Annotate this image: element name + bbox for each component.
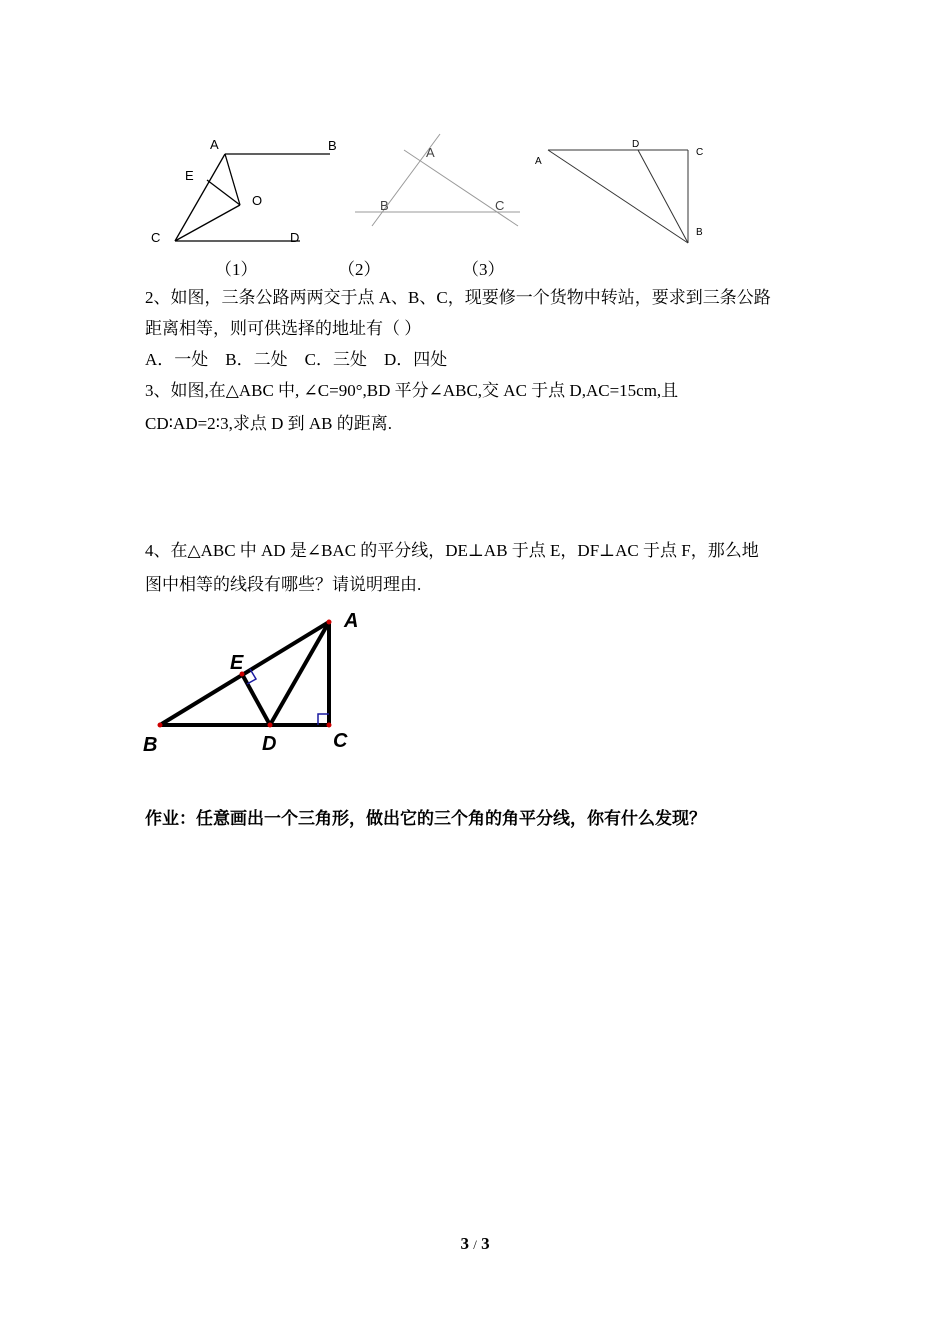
fig1-label-B: B <box>328 138 337 153</box>
top-figures <box>140 128 740 253</box>
fig1-label-A: A <box>210 137 219 152</box>
page-total: 3 <box>481 1234 490 1253</box>
fig4-label-C: C <box>333 730 348 752</box>
fig1-label-O: O <box>252 193 263 208</box>
fig1-label-C: C <box>151 230 161 245</box>
fig4-label-D: D <box>262 733 277 755</box>
fig3-label-B: B <box>696 227 703 238</box>
page-number <box>0 1234 950 1254</box>
fig4-label-B: B <box>143 734 158 756</box>
figure-3 <box>548 150 688 243</box>
page-separator: / <box>473 1237 477 1252</box>
q4-line2: 图中相等的线段有哪些？请说明理由. <box>145 575 422 594</box>
q2-options: A．一处 B．二处 C．三处 D．四处 <box>145 350 448 369</box>
fig1-caption: （1） <box>215 260 258 279</box>
fig3-label-C: C <box>696 147 704 158</box>
homework-prompt: 作业：任意画出一个三角形，做出它的三个角的角平分线，你有什么发现？ <box>145 809 706 828</box>
q3-line1: 3、如图,在△ABC 中, ∠C=90°,BD 平分∠ABC,交 AC 于点 D,AC=15cm,且 <box>145 381 679 400</box>
q4-line1: 4、在△ABC 中 AD 是∠BAC 的平分线，DE⊥AB 于点 E，DF⊥AC 于点 F，那么地 <box>145 541 759 560</box>
fig4-label-A: A <box>344 610 359 632</box>
page-current: 3 <box>460 1234 469 1253</box>
fig2-label-C: C <box>495 198 505 213</box>
fig3-label-D: D <box>632 139 640 150</box>
fig3-label-A: A <box>535 156 542 167</box>
q4-figure <box>140 604 380 764</box>
fig3-caption: （3） <box>462 260 505 279</box>
q3-line2: CD∶AD=2∶3,求点 D 到 AB 的距离. <box>145 414 392 433</box>
fig1-label-D: D <box>290 230 300 245</box>
fig2-label-B: B <box>380 198 389 213</box>
q2-line1: 2、如图，三条公路两两交于点 A、B、C，现要修一个货物中转站，要求到三条公路 <box>145 288 771 307</box>
q2-line2: 距离相等，则可供选择的地址有（ ） <box>145 319 422 338</box>
fig1-label-E: E <box>185 168 194 183</box>
fig4-label-E: E <box>230 652 244 674</box>
fig2-label-A: A <box>426 145 435 160</box>
fig2-caption: （2） <box>338 260 381 279</box>
